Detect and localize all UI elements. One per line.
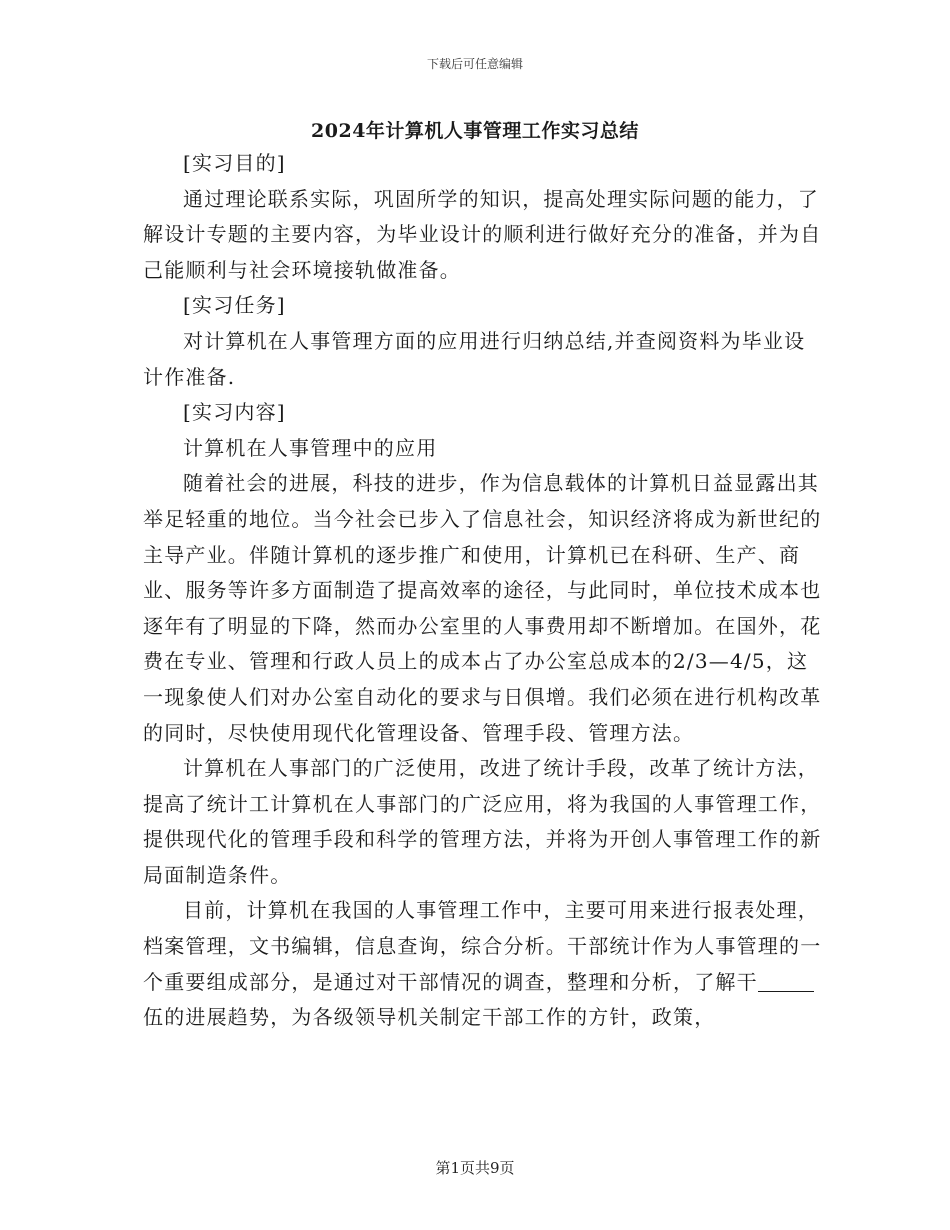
page-footer: 第1页共9页	[435, 1159, 515, 1177]
paragraph-current-part1: 目前，计算机在我国的人事管理工作中，主要可用来进行报表处理，档案管理，文书编辑，信息查询，综合分析。干部统计作为人事管理的一个重要组成部分，是通过对干部情况的调查，整理和分析，了解干	[143, 898, 822, 994]
section-heading-purpose: [实习目的]	[183, 151, 286, 175]
paragraph-background: 随着社会的进展，科技的进步，作为信息载体的计算机日益显露出其举足轻重的地位。当今社会已步入了信息社会，知识经济将成为新世纪的主导产业。伴随计算机的逐步推广和使用，计算机已在科研、生产、商业、服务等许多方面制造了提高效率的途径，与此同时，单位技术成本也逐年有了明显的下降，然而办公室里的人事费用却不断增加。在国外，花费在专业、管理和行政人员上的成本占了办公室总成本的2/3—4/5，这一现象使人们对办公室自动化的要求与日俱增。我们必须在进行机构改革的同时，尽快使用现代化管理设备、管理手段、管理方法。	[143, 471, 822, 745]
document-body	[143, 146, 823, 1036]
header-note: 下载后可任意编辑	[426, 57, 523, 71]
paragraph-current-part2: 伍的进展趋势，为各级领导机关制定干部工作的方针，政策，	[143, 1005, 716, 1030]
paragraph-task: 对计算机在人事管理方面的应用进行归纳总结,并查阅资料为毕业设计作准备.	[143, 328, 806, 389]
fill-in-blank	[758, 971, 814, 992]
document-title: 2024年计算机人事管理工作实习总结	[311, 120, 639, 142]
section-heading-content: [实习内容]	[183, 400, 286, 425]
section-heading-task: [实习任务]	[183, 293, 286, 318]
paragraph-current	[143, 893, 823, 1035]
paragraph-usage: 计算机在人事部门的广泛使用，改进了统计手段，改革了统计方法，提高了统计工计算机在人事部门的广泛应用，将为我国的人事管理工作，提供现代化的管理手段和科学的管理方法，并将为开创人事管理工作的新局面制造条件。	[143, 756, 822, 887]
paragraph-purpose: 通过理论联系实际，巩固所学的知识，提高处理实际问题的能力，了解设计专题的主要内容，为毕业设计的顺利进行做好充分的准备，并为自己能顺利与社会环境接轨做准备。	[143, 186, 822, 282]
subheading-application: 计算机在人事管理中的应用	[183, 435, 438, 460]
